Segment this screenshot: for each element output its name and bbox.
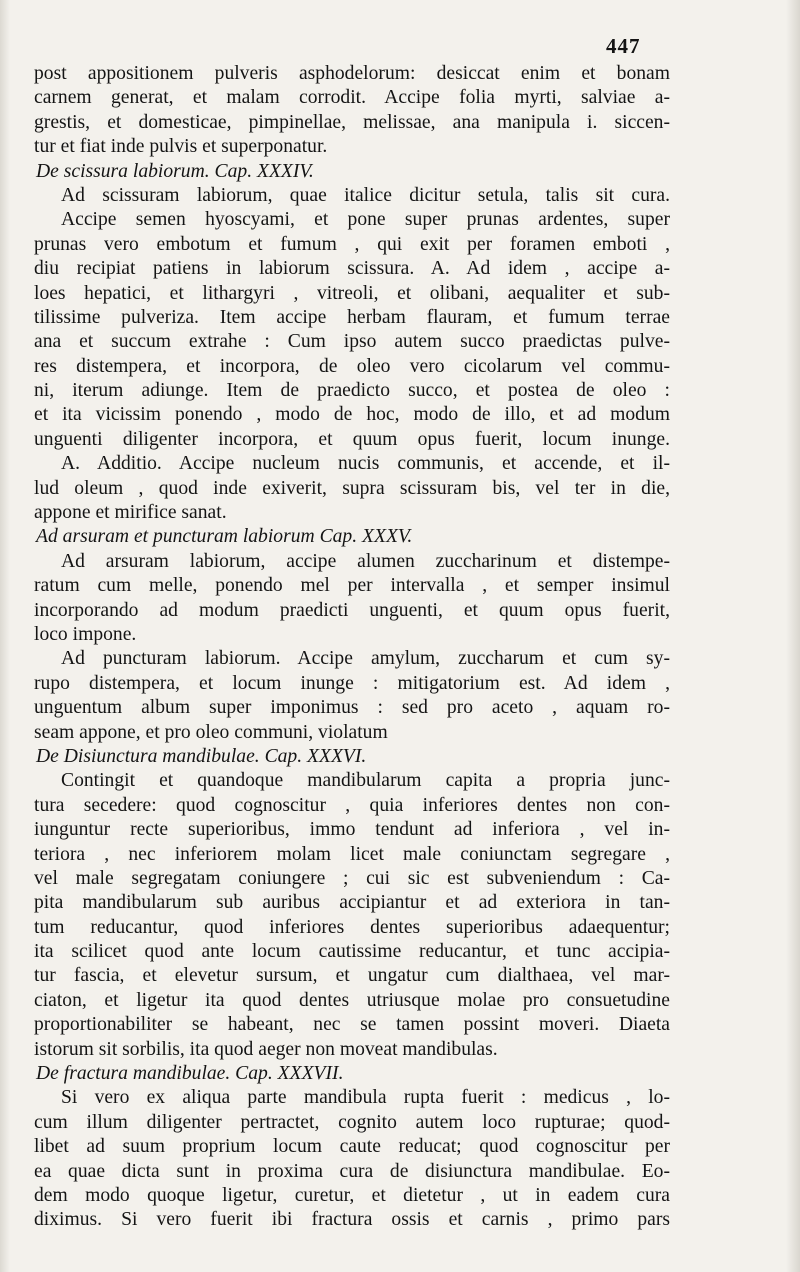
- text-line: diu recipiat patiens in labiorum scissura. A. Ad idem , accipe a-: [34, 258, 670, 280]
- paragraph-first-line: Ad puncturam labiorum. Accipe amylum, zuccharum et cum sy-: [61, 648, 670, 670]
- text-line: grestis, et domesticae, pimpinellae, melissae, ana manipula i. siccen-: [34, 111, 670, 133]
- text-line: ana et succum extrahe : Cum ipso autem succo praedictas pulve-: [34, 331, 670, 353]
- chapter-heading: Ad arsuram et puncturam labiorum Cap. XXXV.: [36, 526, 413, 548]
- text-line: diximus. Si vero fuerit ibi fractura ossis et carnis , primo pars: [34, 1209, 670, 1231]
- text-line: tur fascia, et elevetur sursum, et ungatur cum dialthaea, vel mar-: [34, 965, 670, 987]
- text-line: ita scilicet quod ante locum cautissime reducantur, et tunc accipia-: [34, 941, 670, 963]
- text-line: carnem generat, et malam corrodit. Accipe folia myrti, salviae a-: [34, 87, 670, 109]
- paragraph-last-line: seam appone, et pro oleo communi, violatum: [34, 721, 388, 743]
- paragraph-last-line: loco impone.: [34, 623, 137, 645]
- text-line: post appositionem pulveris asphodelorum: desiccat enim et bonam: [34, 63, 670, 84]
- chapter-heading: De scissura labiorum. Cap. XXXIV.: [36, 160, 314, 182]
- text-line: ni, iterum adiunge. Item de praedicto succo, et postea de oleo :: [34, 380, 670, 402]
- page-number: 447: [606, 34, 641, 58]
- text-line: vel male segregatam coniungere ; cui sic est subveniendum : Ca-: [34, 867, 670, 889]
- text-line: unguenti diligenter incorpora, et quum opus fuerit, locum inunge.: [34, 428, 670, 450]
- text-line: teriora , nec inferiorem molam licet male coniunctam segregare ,: [34, 843, 670, 865]
- text-line: tum reducantur, quod inferiores dentes superioribus adaequentur;: [34, 916, 670, 938]
- text-line: loes hepatici, et lithargyri , vitreoli, et olibani, aequaliter et sub-: [34, 282, 670, 304]
- text-line: rupo distempera, et locum inunge : mitigatorium est. Ad idem ,: [34, 672, 670, 694]
- chapter-heading: De fractura mandibulae. Cap. XXXVII.: [36, 1063, 344, 1085]
- text-line: lud oleum , quod inde exiverit, supra scissuram bis, vel ter in die,: [34, 477, 670, 499]
- paragraph-first-line: Contingit et quandoque mandibularum capita a propria junc-: [61, 770, 670, 792]
- paragraph-last-line: tur et fiat inde pulvis et superponatur.: [34, 136, 328, 158]
- text-line: ea quae dicta sunt in proxima cura de disiunctura mandibulae. Eo-: [34, 1160, 670, 1182]
- text-line: dem modo quoque ligetur, curetur, et dietetur , ut in eadem cura: [34, 1184, 670, 1206]
- text-line: proportionabiliter se habeant, nec se tamen possint moveri. Diaeta: [34, 1014, 670, 1036]
- text-line: ratum cum melle, ponendo mel per intervalla , et semper insimul: [34, 575, 670, 597]
- text-line: incorporando ad modum praedicti unguenti, et quum opus fuerit,: [34, 599, 670, 621]
- text-line: iunguntur recte superioribus, immo tendunt ad inferiora , vel in-: [34, 819, 670, 841]
- paragraph-last-line: appone et mirifice sanat.: [34, 502, 227, 524]
- text-line: res distempera, et incorpora, de oleo vero cicolarum vel commu-: [34, 355, 670, 377]
- text-line: libet ad suum proprium locum caute reducat; quod cognoscitur per: [34, 1136, 670, 1158]
- text-line: prunas vero embotum et fumum , qui exit per foramen emboti ,: [34, 233, 670, 255]
- text-line: ciaton, et ligetur ita quod dentes utriusque molae pro consuetudine: [34, 989, 670, 1011]
- text-block: [34, 62, 670, 1233]
- page-left-shadow: [0, 0, 10, 1272]
- paragraph-first-line: Ad arsuram labiorum, accipe alumen zuccharinum et distempe-: [61, 550, 670, 572]
- page-right-shadow: [786, 0, 800, 1272]
- text-line: pita mandibularum sub auribus accipiantur et ad exteriora in tan-: [34, 892, 670, 914]
- chapter-heading: De Disiunctura mandibulae. Cap. XXXVI.: [36, 745, 367, 767]
- paragraph-first-line: Ad scissuram labiorum, quae italice dicitur setula, talis sit cura.: [61, 184, 670, 206]
- paragraph-first-line: Si vero ex aliqua parte mandibula rupta fuerit : medicus , lo-: [61, 1087, 670, 1109]
- text-line: tilissime pulveriza. Item accipe herbam flauram, et fumum terrae: [34, 306, 670, 328]
- text-line: tura secedere: quod cognoscitur , quia inferiores dentes non con-: [34, 794, 670, 816]
- text-line: et ita vicissim ponendo , modo de hoc, modo de illo, et ad modum: [34, 404, 670, 426]
- paragraph-last-line: istorum sit sorbilis, ita quod aeger non moveat mandibulas.: [34, 1038, 498, 1060]
- text-line: unguentum album super imponimus : sed pro aceto , aquam ro-: [34, 697, 670, 719]
- text-line: cum illum diligenter pertractet, cognito autem loco rupturae; quod-: [34, 1111, 670, 1133]
- paragraph-first-line: Accipe semen hyoscyami, et pone super prunas ardentes, super: [61, 209, 670, 231]
- paragraph-first-line: A. Additio. Accipe nucleum nucis communis, et accende, et il-: [61, 453, 670, 475]
